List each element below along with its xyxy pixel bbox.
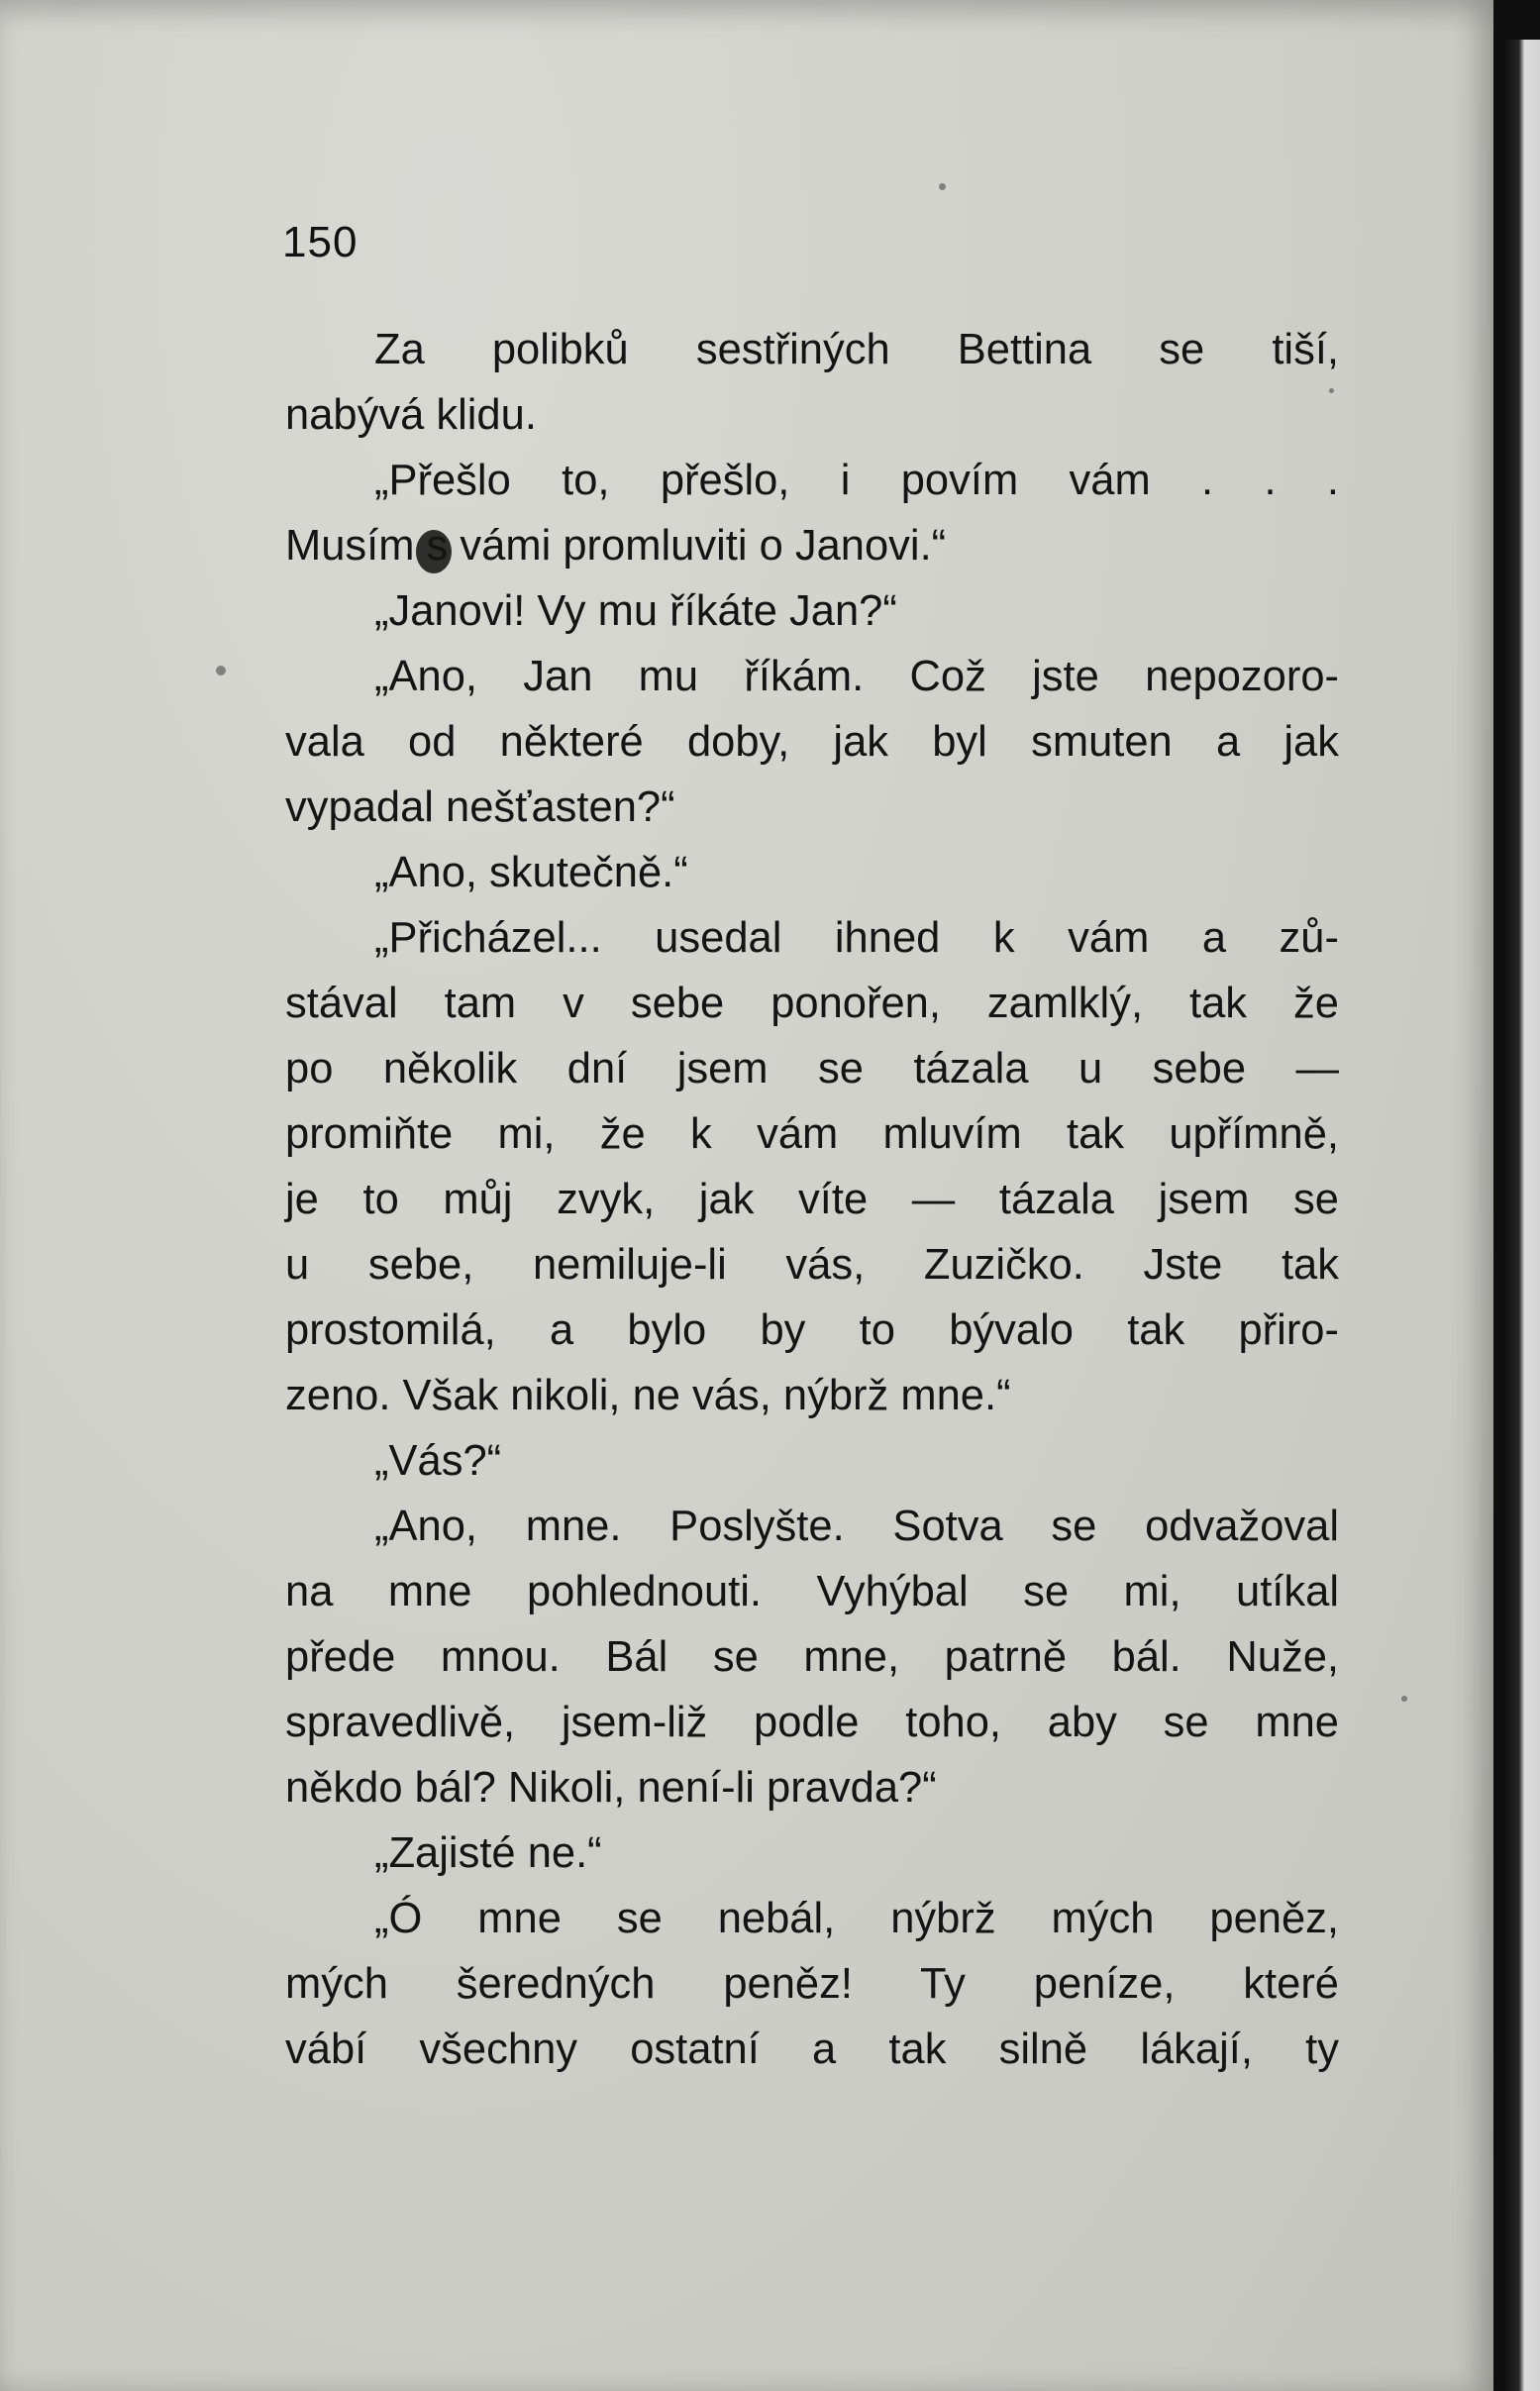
text-line: zeno. Však nikoli, ne vás, nýbrž mne.“: [285, 1372, 1011, 1419]
text-line: „Ó mne se nebál, nýbrž mých peněz,: [374, 1895, 1339, 1942]
text-line: „Janovi! Vy mu říkáte Jan?“: [374, 587, 897, 635]
text-line: někdo bál? Nikoli, není-li pravda?“: [285, 1764, 937, 1812]
ink-speck: [939, 183, 946, 190]
ink-speck: [216, 666, 226, 676]
text-line: promiňte mi, že k vám mluvím tak upřímně,: [285, 1110, 1339, 1158]
text-line: spravedlivě, jsem-liž podle toho, aby se mne: [285, 1699, 1339, 1746]
text-line: „Ano, mne. Poslyšte. Sotva se odvažoval: [374, 1503, 1339, 1550]
body-text: [285, 317, 1339, 2082]
text-line: „Přešlo to, přešlo, i povím vám . . .: [374, 457, 1339, 504]
text-line: je to můj zvyk, jak víte — tázala jsem se: [285, 1176, 1339, 1223]
text-line: „Přicházel... usedal ihned k vám a zů-: [374, 914, 1339, 962]
text-line: „Ano, Jan mu říkám. Což jste nepozoro-: [374, 653, 1339, 700]
text-line: mých šeredných peněz! Ty peníze, které: [285, 1960, 1339, 2008]
page-edge-shadow: [1505, 40, 1540, 2391]
text-line: po několik dní jsem se tázala u sebe —: [285, 1045, 1339, 1092]
text-line: prostomilá, a bylo by to bývalo tak přiro-: [285, 1306, 1339, 1354]
text-line: stával tam v sebe ponořen, zamlklý, tak že: [285, 980, 1339, 1027]
text-line: přede mnou. Bál se mne, patrně bál. Nuže,: [285, 1633, 1339, 1681]
text-line: „Ano, skutečně.“: [374, 849, 688, 896]
text-line: vala od některé doby, jak byl smuten a jak: [285, 718, 1339, 766]
text-line: vypadal nešťasten?“: [285, 783, 675, 831]
ink-speck: [1401, 1696, 1407, 1702]
text-line: nabývá klidu.: [285, 391, 537, 439]
text-line: Musím s vámi promluviti o Janovi.“: [285, 522, 947, 570]
text-line: na mne pohlednouti. Vyhýbal se mi, utíkal: [285, 1568, 1339, 1615]
text-line: vábí všechny ostatní a tak silně lákají, ty: [285, 2026, 1339, 2073]
text-line: u sebe, nemiluje-li vás, Zuzičko. Jste tak: [285, 1241, 1339, 1289]
text-line: „Vás?“: [374, 1437, 502, 1485]
text-line: „Zajisté ne.“: [374, 1829, 602, 1877]
page-number: 150: [282, 218, 359, 266]
text-line: Za polibků sestřiných Bettina se tiší,: [374, 326, 1339, 373]
